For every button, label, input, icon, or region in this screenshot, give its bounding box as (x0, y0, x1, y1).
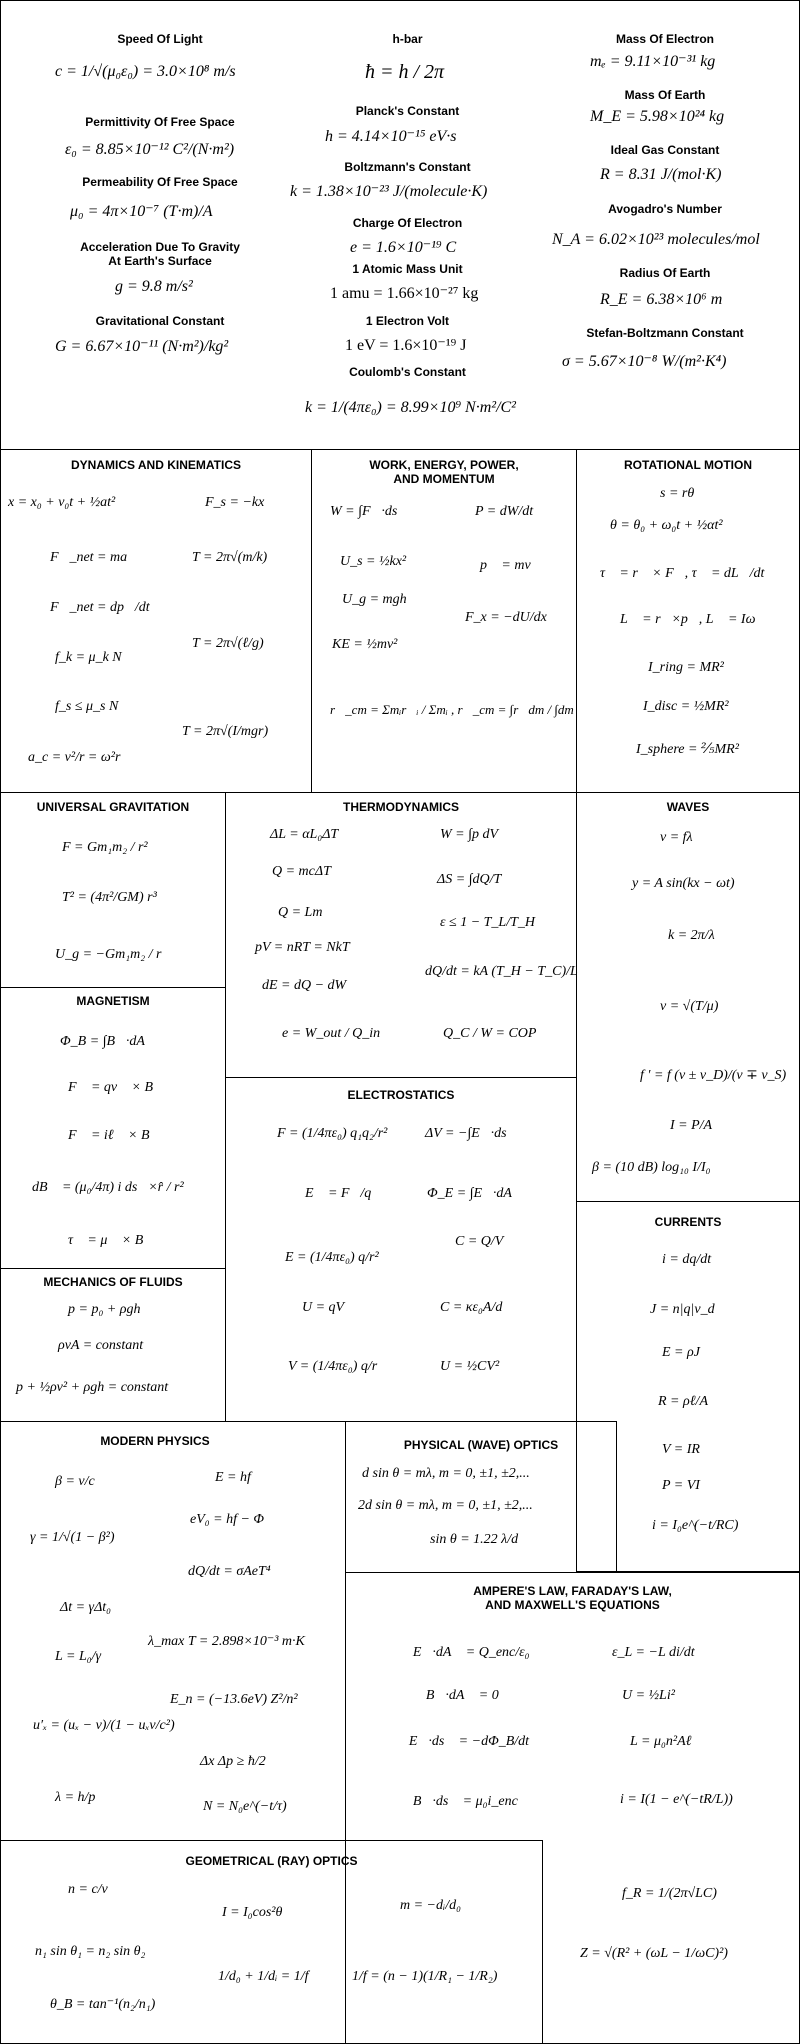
electron-mass-title: Mass Of Electron (615, 32, 715, 46)
elec-eq-coulomb: F = (1/4πε₀) q₁q₂/r² (277, 1126, 388, 1141)
mag-eq-wire: F⃗ = iℓ⃗ × B⃗ (68, 1128, 161, 1143)
rot-eq-ring: I_ring = MR² (648, 660, 724, 675)
electron-volt-eq: 1 eV = 1.6×10⁻¹⁹ J (345, 337, 467, 354)
fluid-eq-continuity: ρvA = constant (58, 1338, 144, 1353)
fluids-title: MECHANICS OF FLUIDS (43, 1275, 183, 1289)
currents-title: CURRENTS (654, 1215, 722, 1229)
wopt-eq-double: 2d sin θ = mλ, m = 0, ±1, ±2,... (358, 1498, 533, 1513)
ray-eq-malus: I = I₀cos²θ (222, 1905, 283, 1920)
work-eq-power: P = dW/dt (475, 504, 534, 519)
elec-eq-field: E⃗ = F⃗/q (305, 1186, 372, 1201)
dyn-eq-momentum: F⃗_net = dp⃗/dt (50, 600, 150, 615)
curr-eq-ohm: V = IR (662, 1442, 700, 1457)
dyn-eq-static-friction: f_s ≤ μ_s N (55, 699, 119, 714)
thermo-eq-entropy: ΔS = ∫dQ/T (437, 872, 502, 887)
electrostatics-title: ELECTROSTATICS (347, 1088, 455, 1102)
mag-eq-flux: Φ_B = ∫B⃗·dA⃗ (60, 1034, 156, 1049)
fluid-eq-pressure: p = p₀ + ρgh (68, 1302, 141, 1317)
mod-eq-wien: λ_max T = 2.898×10⁻³ m·K (148, 1634, 305, 1649)
permeability-title: Permeability Of Free Space (82, 175, 238, 189)
elec-eq-energy: U = qV (302, 1300, 345, 1315)
mod-eq-time-dilation: Δt = γΔt₀ (60, 1600, 112, 1615)
mag-eq-torque: τ⃗ = μ⃗ × B⃗ (68, 1233, 155, 1248)
thermo-eq-first-law: dE = dQ − dW (262, 978, 347, 993)
mod-eq-photoelectric: eV₀ = hf − Φ (190, 1512, 265, 1527)
electron-volt-title: 1 Electron Volt (365, 314, 450, 328)
grav-eq-potential: U_g = −Gm₁m₂ / r (55, 947, 162, 962)
waves-eq-string: v = √(T/μ) (660, 999, 719, 1014)
amp-eq-rl: i = I(1 − e^(−tR/L)) (620, 1792, 733, 1807)
amu-title: 1 Atomic Mass Unit (352, 262, 463, 276)
amp-eq-solenoid: L = μ₀n²Aℓ (630, 1734, 692, 1749)
dyn-eq-pendulum: T = 2π√(ℓ/g) (192, 636, 264, 651)
mod-eq-decay: N = N₀e^(−t/τ) (203, 1799, 287, 1814)
work-eq-center-mass: r⃗_cm = Σmᵢr⃗ᵢ / Σmᵢ , r⃗_cm = ∫r⃗dm / ∫dm (330, 702, 574, 717)
grav-eq-force: F = Gm₁m₂ / r² (62, 840, 148, 855)
waves-eq-wavenumber: k = 2π/λ (668, 928, 715, 943)
dyn-eq-spring-force: F_s = −kx (205, 495, 265, 510)
speed-of-light-title: Speed Of Light (117, 32, 203, 46)
ray-eq-magnification: m = −dᵢ/d₀ (400, 1898, 461, 1913)
mod-eq-bohr: E_n = (−13.6eV) Z²/n² (170, 1692, 298, 1707)
dynamics-title: DYNAMICS AND KINEMATICS (71, 458, 241, 472)
stefan-boltzmann-title: Stefan-Boltzmann Constant (586, 326, 744, 340)
gas-constant-title: Ideal Gas Constant (610, 143, 720, 157)
ray-eq-lensmaker: 1/f = (n − 1)(1/R₁ − 1/R₂) (352, 1969, 498, 1984)
amu-eq: 1 amu = 1.66×10⁻²⁷ kg (330, 285, 479, 302)
earth-mass-eq: M_E = 5.98×10²⁴ kg (590, 108, 725, 125)
wopt-eq-resolution: sin θ = 1.22 λ/d (430, 1532, 519, 1547)
elec-eq-point-potential: V = (1/4πε₀) q/r (288, 1359, 378, 1374)
wave-optics-title: PHYSICAL (WAVE) OPTICS (403, 1438, 559, 1452)
amp-eq-gauss-mag: ∮B⃗·dA⃗ = 0 (415, 1688, 499, 1703)
amp-eq-ampere: ∮B⃗·ds⃗ = μ₀i_enc (402, 1794, 518, 1809)
modern-box (0, 1421, 346, 1841)
work-eq-force-potential: F_x = −dU/dx (465, 610, 547, 625)
amp-eq-impedance: Z = √(R² + (ωL − 1/ωC)²) (580, 1946, 728, 1961)
grav-eq-kepler: T² = (4π²/GM) r³ (62, 890, 157, 905)
curr-eq-resistance: R = ρℓ/A (658, 1394, 708, 1409)
hbar-title: h-bar (392, 32, 423, 46)
waves-eq-decibel: β = (10 dB) log₁₀ I/I₀ (592, 1160, 711, 1175)
rot-eq-angular-momentum: L⃗ = r⃗×p⃗, L⃗ = Iω⃗ (620, 612, 767, 627)
mod-eq-velocity-addition: u′ₓ = (uₓ − v)/(1 − uₓv/c²) (33, 1718, 175, 1733)
mod-eq-beta: β = v/c (55, 1474, 95, 1489)
amp-eq-resonance: f_R = 1/(2π√LC) (622, 1886, 717, 1901)
dyn-eq-position: x = x₀ + v₀t + ½at² (8, 495, 116, 510)
rot-eq-disc: I_disc = ½MR² (643, 699, 729, 714)
thermo-eq-engine-eff: e = W_out / Q_in (282, 1026, 381, 1041)
elec-eq-cap-energy: U = ½CV² (440, 1359, 500, 1374)
thermo-eq-efficiency: ε ≤ 1 − T_L/T_H (440, 915, 536, 930)
elec-eq-point-field: E = (1/4πε₀) q/r² (285, 1250, 379, 1265)
mod-eq-radiation: dQ/dt = σAeT⁴ (188, 1564, 271, 1579)
earth-radius-eq: R_E = 6.38×10⁶ m (600, 291, 723, 308)
avogadro-title: Avogadro's Number (608, 202, 722, 216)
thermo-eq-latent: Q = Lm (278, 905, 323, 920)
gravity-accel-title-2: At Earth's Surface (108, 254, 212, 268)
mag-eq-lorentz: F⃗ = qv⃗ × B⃗ (68, 1080, 164, 1095)
waves-title: WAVES (666, 800, 710, 814)
ray-eq-index: n = c/v (68, 1882, 108, 1897)
curr-eq-power: P = VI (662, 1478, 700, 1493)
ray-eq-brewster: θ_B = tan⁻¹(n₂/n₁) (50, 1997, 156, 2012)
work-eq-spring-pe: U_s = ½kx² (340, 554, 407, 569)
permittivity-title: Permittivity Of Free Space (85, 115, 235, 129)
work-title-2: AND MOMENTUM (393, 472, 495, 486)
mag-eq-biot-savart: dB⃗ = (μ₀/4π) i ds⃗×r̂ / r² (32, 1180, 184, 1195)
ray-eq-thin-lens: 1/d₀ + 1/dᵢ = 1/f (218, 1969, 309, 1984)
waves-eq-intensity: I = P/A (670, 1118, 713, 1133)
earth-radius-title: Radius Of Earth (619, 266, 711, 280)
dyn-eq-centripetal: a_c = v²/r = ω²r (28, 750, 121, 765)
stefan-boltzmann-eq: σ = 5.67×10⁻⁸ W/(m²·K⁴) (562, 353, 727, 370)
curr-eq-density: J = n|q|v_d (650, 1302, 715, 1317)
electron-charge-eq: e = 1.6×10⁻¹⁹ C (350, 239, 457, 256)
speed-of-light-eq: c = 1/√(μ₀ε₀) = 3.0×10⁸ m/s (55, 63, 236, 80)
curr-eq-current: i = dq/dt (662, 1252, 712, 1267)
elec-eq-capacitance: C = Q/V (455, 1234, 504, 1249)
earth-mass-title: Mass Of Earth (624, 88, 706, 102)
hbar-eq: ħ = h / 2π (365, 61, 445, 83)
curr-eq-ohm-micro: E = ρJ (662, 1345, 700, 1360)
work-eq-kinetic: KE = ½mv² (332, 637, 398, 652)
dyn-eq-newton: F⃗_net = ma⃗ (50, 550, 138, 565)
dyn-eq-kinetic-friction: f_k = μ_k N (55, 650, 122, 665)
planck-title: Planck's Constant (355, 104, 460, 118)
elec-eq-flux: Φ_E = ∫E⃗·dA⃗ (427, 1186, 523, 1201)
ampere-title-2: AND MAXWELL'S EQUATIONS (485, 1598, 660, 1612)
amp-eq-inductor-energy: U = ½Li² (622, 1688, 675, 1703)
work-eq-work: W = ∫F⃗·ds⃗ (330, 504, 409, 519)
thermo-title: THERMODYNAMICS (343, 800, 459, 814)
amp-eq-faraday: ∮E⃗·ds⃗ = −dΦ_B/dt (398, 1734, 530, 1749)
thermo-eq-conduction: dQ/dt = kA (T_H − T_C)/L (425, 964, 578, 979)
gravity-accel-title: Acceleration Due To Gravity (80, 240, 240, 254)
modern-title: MODERN PHYSICS (100, 1434, 210, 1448)
curr-eq-rc: i = I₀e^(−t/RC) (652, 1518, 739, 1533)
permittivity-eq: ε₀ = 8.85×10⁻¹² C²/(N·m²) (65, 141, 235, 158)
dyn-eq-spring-period: T = 2π√(m/k) (192, 550, 268, 565)
ampere-title: AMPERE'S LAW, FARADAY'S LAW, (473, 1584, 672, 1598)
electron-charge-title: Charge Of Electron (352, 216, 463, 230)
mod-eq-length-contraction: L = L₀/γ (55, 1649, 102, 1664)
thermo-eq-work: W = ∫p dV (440, 827, 498, 842)
permeability-eq: μ₀ = 4π×10⁻⁷ (T·m)/A (70, 203, 213, 220)
boltzmann-title: Boltzmann's Constant (344, 160, 471, 174)
wopt-eq-single: d sin θ = mλ, m = 0, ±1, ±2,... (362, 1466, 530, 1481)
rot-eq-torque: τ⃗ = r⃗ × F⃗, τ⃗ = dL⃗/dt (600, 566, 765, 581)
avogadro-eq: N_A = 6.02×10²³ molecules/mol (552, 231, 760, 248)
coulomb-title: Coulomb's Constant (349, 365, 466, 379)
rot-eq-arc: s = rθ (660, 486, 695, 501)
mod-eq-gamma: γ = 1/√(1 − β²) (30, 1530, 115, 1545)
dyn-eq-physical-pendulum: T = 2π√(I/mgr) (182, 724, 269, 739)
rot-eq-sphere: I_sphere = ⅖MR² (636, 742, 739, 757)
rotation-title: ROTATIONAL MOTION (624, 458, 752, 472)
mod-eq-photon: E = hf (215, 1470, 251, 1485)
waves-eq-wave: y = A sin(kx − ωt) (632, 876, 735, 891)
magnetism-title: MAGNETISM (76, 994, 150, 1008)
work-title: WORK, ENERGY, POWER, (369, 458, 519, 472)
electron-mass-eq: mₑ = 9.11×10⁻³¹ kg (590, 53, 716, 70)
rot-eq-angle: θ = θ₀ + ω₀t + ½αt² (610, 518, 723, 533)
planck-eq: h = 4.14×10⁻¹⁵ eV·s (325, 128, 457, 145)
coulomb-eq: k = 1/(4πε₀) = 8.99×10⁹ N·m²/C² (305, 399, 516, 416)
amp-eq-gauss: ∮E⃗·dA⃗ = Q_enc/ε₀ (402, 1645, 530, 1660)
gas-constant-eq: R = 8.31 J/(mol·K) (600, 166, 722, 183)
ray-optics-title: GEOMETRICAL (RAY) OPTICS (185, 1854, 358, 1868)
waves-eq-doppler: f ′ = f (v ± v_D)/(v ∓ v_S) (640, 1068, 787, 1083)
gravitation-title: UNIVERSAL GRAVITATION (36, 800, 190, 814)
elec-eq-parallel-plate: C = κε₀A/d (440, 1300, 503, 1315)
grav-constant-eq: G = 6.67×10⁻¹¹ (N·m²)/kg² (55, 338, 229, 355)
ray-eq-snell: n₁ sin θ₁ = n₂ sin θ₂ (35, 1944, 146, 1959)
mod-eq-de-broglie: λ = h/p (55, 1790, 96, 1805)
gravity-accel-eq: g = 9.8 m/s² (115, 278, 193, 295)
work-eq-momentum: p⃗ = mv⃗ (480, 558, 542, 573)
boltzmann-eq: k = 1.38×10⁻²³ J/(molecule·K) (290, 183, 488, 200)
work-eq-grav-pe: U_g = mgh (342, 592, 407, 607)
thermo-eq-expansion: ΔL = αL₀ΔT (270, 827, 339, 842)
amp-eq-self-inductance: ε_L = −L di/dt (612, 1645, 695, 1660)
thermo-eq-heat: Q = mcΔT (272, 864, 331, 879)
fluid-eq-bernoulli: p + ½ρv² + ρgh = constant (16, 1380, 169, 1395)
waves-eq-speed: v = fλ (660, 830, 693, 845)
thermo-eq-ideal-gas: pV = nRT = NkT (255, 940, 350, 955)
thermo-eq-cop: Q_C / W = COP (443, 1026, 537, 1041)
grav-constant-title: Gravitational Constant (95, 314, 225, 328)
mod-eq-uncertainty: Δx Δp ≥ ħ/2 (200, 1754, 266, 1769)
elec-eq-potential-diff: ΔV = −∫E⃗·ds⃗ (425, 1126, 518, 1141)
